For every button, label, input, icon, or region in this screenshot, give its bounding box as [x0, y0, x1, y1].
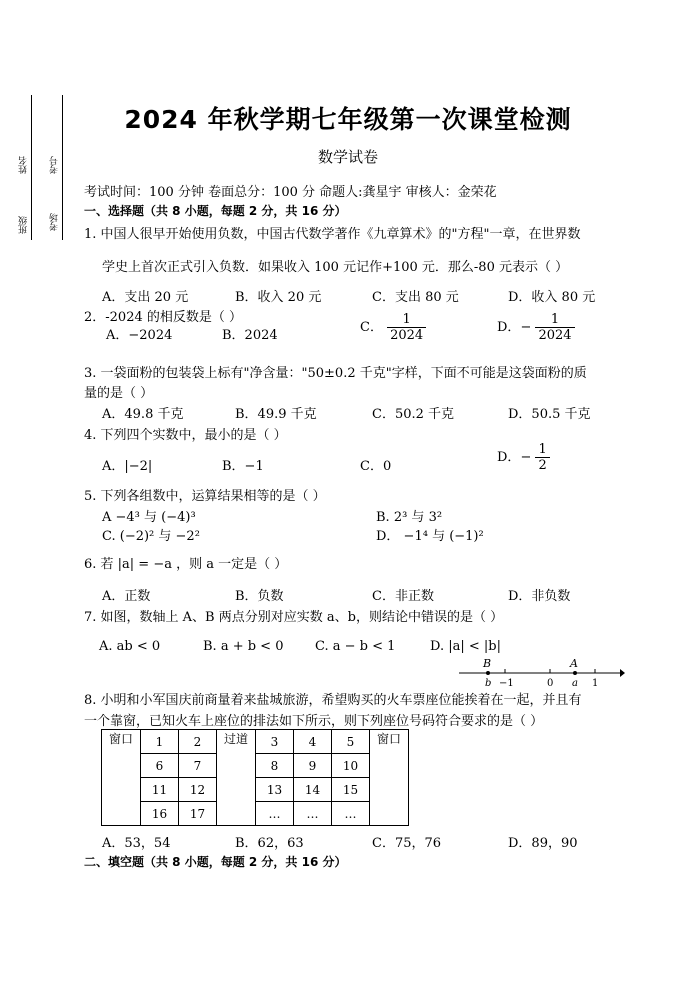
point-a-dot [573, 671, 577, 675]
question-stem: 8. 小明和小军国庆前商量着来盐城旅游，希望购买的火车票座位能挨着在一起，并且有 [84, 693, 582, 708]
option-a: A．支出 20 元 [102, 290, 189, 305]
seat-cell: 17 [179, 802, 217, 826]
question-stem: 2．-2024 的相反数是（ ） [84, 310, 243, 325]
seat-cell: … [332, 802, 370, 826]
option-c: C． $\frac{1}{2024}$ [360, 312, 426, 343]
option-a: A．正数 [102, 589, 151, 604]
option-c: C．75，76 [372, 836, 442, 851]
seat-cell: … [256, 802, 294, 826]
option-a: A．53，54 [102, 836, 171, 851]
option-b: B．49.9 千克 [235, 407, 317, 422]
seat-cell: 14 [294, 778, 332, 802]
seat-table [101, 729, 409, 826]
option-a: A．|−2| [102, 459, 153, 474]
option-d: D．50.5 千克 [508, 407, 591, 422]
tick-label-minus1: −1 [499, 678, 514, 689]
option-b: B. 2³ 与 3² [376, 510, 443, 525]
seat-cell: … [294, 802, 332, 826]
seat-cell: 7 [179, 754, 217, 778]
seat-cell: 2 [179, 730, 217, 754]
option-d: D．非负数 [508, 589, 571, 604]
option-d: D．− $\frac{1}{2024}$ [497, 312, 575, 343]
section-heading: 二、填空题（共 8 小题，每题 2 分，共 16 分） [84, 855, 347, 869]
question-stem: 3. 一袋面粉的包装袋上标有"净含量："50±0.2 千克"字样，下面不可能是这袋面粉的质 [84, 366, 587, 381]
option-b: B．收入 20 元 [235, 290, 322, 305]
question-stem: 量的是（ ） [84, 386, 154, 401]
tick-label-a: a [572, 678, 578, 689]
page-subtitle: 数学试卷 [317, 148, 378, 166]
seat-cell: 12 [179, 778, 217, 802]
fraction: $\frac{1}{2024}$ [387, 312, 426, 343]
option-c: C．50.2 千克 [372, 407, 455, 422]
window-left: 窗口 [102, 730, 141, 826]
seat-cell: 6 [141, 754, 179, 778]
seat-cell: 3 [256, 730, 294, 754]
option-b: B．62，63 [235, 836, 304, 851]
point-b-dot [486, 671, 490, 675]
seat-cell: 16 [141, 802, 179, 826]
tick-label-zero: 0 [547, 678, 554, 689]
option-a: A −4³ 与 (−4)³ [102, 510, 196, 525]
point-b-label: B [483, 657, 492, 670]
section-heading: 一、选择题（共 8 小题，每题 2 分，共 16 分） [84, 204, 347, 218]
seat-cell: 11 [141, 778, 179, 802]
option-d: D．− $\frac{1}{2}$ [497, 442, 550, 473]
question-stem: 学史上首次正式引入负数．如果收入 100 元记作+100 元．那么-80 元表示（ ） [102, 260, 569, 275]
seat-cell: 8 [256, 754, 294, 778]
question-stem: 一个靠窗，已知火车上座位的排法如下所示，则下列座位号码符合要求的是（ ） [84, 714, 544, 729]
question-stem: 4. 下列四个实数中，最小的是（ ） [84, 428, 287, 443]
seat-cell: 9 [294, 754, 332, 778]
exam-info: 考试时间：100 分钟 卷面总分：100 分 命题人:龚星宇 审核人：金荣花 [84, 185, 497, 200]
seat-cell: 1 [141, 730, 179, 754]
question-stem: 6. 若 |a| = −a ，则 a 一定是（ ） [84, 557, 288, 572]
option-d: D. |a| < |b| [430, 639, 501, 654]
option-d: D．收入 80 元 [508, 290, 596, 305]
seat-cell: 15 [332, 778, 370, 802]
option-b: B．负数 [235, 589, 284, 604]
class-label: 班级 [19, 216, 29, 234]
page-title: 2024 年秋学期七年级第一次课堂检测 [124, 105, 572, 134]
exam-no-label: 考号 [50, 156, 60, 174]
option-a: A．49.8 千克 [102, 407, 184, 422]
option-d: D．89，90 [508, 836, 578, 851]
question-stem: 5. 下列各组数中，运算结果相等的是（ ） [84, 489, 326, 504]
tick-label-one: 1 [592, 678, 599, 689]
number-line [455, 655, 625, 691]
option-c: C．非正数 [372, 589, 434, 604]
option-b: B．2024 [222, 328, 278, 343]
window-right: 窗口 [370, 730, 409, 826]
name-label: 姓名 [19, 156, 29, 174]
option-c: C. a − b < 1 [315, 639, 396, 654]
seat-cell: 10 [332, 754, 370, 778]
option-b: B．−1 [222, 459, 264, 474]
fraction: $\frac{1}{2024}$ [535, 312, 574, 343]
option-a: A．−2024 [106, 328, 173, 343]
fraction: $\frac{1}{2}$ [535, 442, 549, 473]
option-c: C. (−2)² 与 −2² [102, 529, 200, 544]
arrow-head [620, 669, 625, 677]
question-stem: 1. 中国人很早开始使用负数，中国古代数学著作《九章算术》的"方程"一章，在世界数 [84, 227, 581, 242]
option-a: A. ab < 0 [99, 639, 161, 654]
question-stem: 7. 如图，数轴上 A、B 两点分别对应实数 a、b，则结论中错误的是（ ） [84, 610, 504, 625]
aisle: 过道 [217, 730, 256, 826]
option-c: C．支出 80 元 [372, 290, 459, 305]
exam-room-label: 考场 [50, 213, 60, 231]
seat-cell: 13 [256, 778, 294, 802]
option-d: D． −1⁴ 与 (−1)² [376, 529, 484, 544]
point-a-label: A [570, 657, 578, 670]
option-b: B. a + b < 0 [203, 639, 284, 654]
seat-cell: 4 [294, 730, 332, 754]
tick-label-b: b [485, 678, 492, 689]
seat-cell: 5 [332, 730, 370, 754]
option-c: C．0 [360, 459, 392, 474]
